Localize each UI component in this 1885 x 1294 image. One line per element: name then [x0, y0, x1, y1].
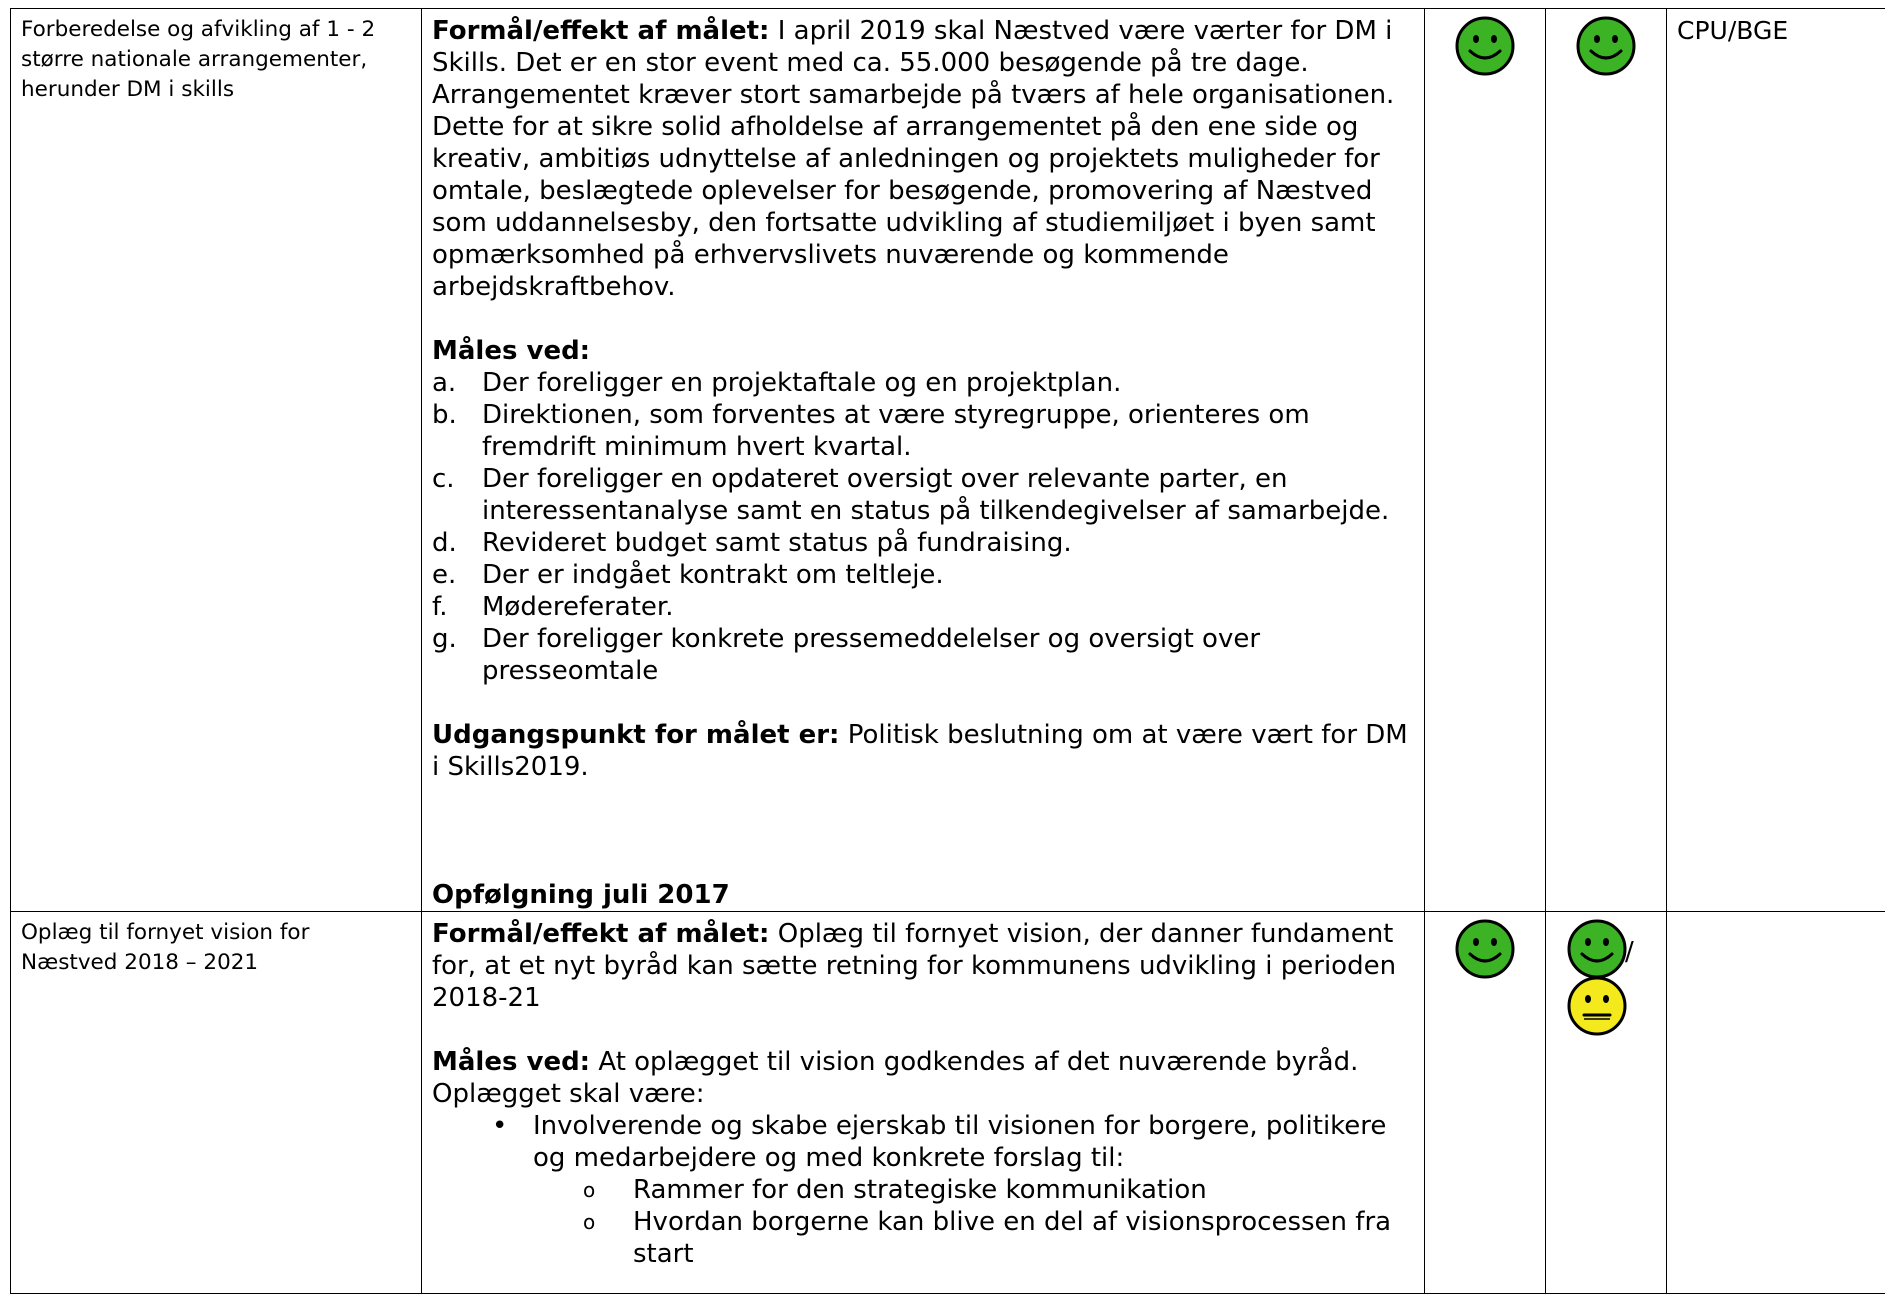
purpose-paragraph — [432, 15, 1414, 303]
status-cell-2 — [1546, 9, 1667, 912]
list-item-text: Mødereferater. — [482, 592, 673, 622]
status-cell-1 — [1425, 912, 1546, 1294]
followup-heading: Opfølgning juli 2017 — [432, 880, 730, 910]
list-marker: c. — [432, 463, 455, 495]
status-cell-2 — [1546, 912, 1667, 1294]
list-item — [432, 367, 1414, 399]
purpose-text: Oplæg til fornyet vision, der danner fundament for, at et nyt byråd kan sætte retning for kommunens udvikling i perioden 2018-21 — [432, 919, 1396, 1013]
list-item-text: Der foreligger en projektaftale og en projektplan. — [482, 368, 1121, 398]
list-item — [432, 399, 1414, 463]
purpose-heading: Formål/effekt af målet: — [432, 16, 769, 46]
goal-title — [11, 912, 422, 1294]
list-item — [432, 527, 1414, 559]
list-item-text: Direktionen, som forventes at være styregruppe, orienteres om fremdrift minimum hvert kvartal. — [482, 400, 1310, 462]
list-marker: a. — [432, 367, 456, 399]
responsible-cell — [1667, 912, 1885, 1294]
list-marker: b. — [432, 399, 457, 431]
status-separator: / — [1625, 936, 1634, 968]
list-marker: e. — [432, 559, 456, 591]
measured-text: At oplægget til vision godkendes af det nuværende byråd. Oplægget skal være: — [432, 1047, 1358, 1109]
list-marker: g. — [432, 623, 457, 655]
goal-title — [11, 9, 422, 912]
starting-point-heading: Udgangspunkt for målet er: — [432, 720, 839, 750]
list-marker: d. — [432, 527, 457, 559]
list-item — [432, 1110, 1414, 1270]
table-row — [11, 9, 1885, 912]
goal-title-text: Oplæg til fornyet vision for Næstved 2018 – 2021 — [21, 920, 309, 975]
list-item — [432, 623, 1414, 687]
purpose-text: I april 2019 skal Næstved være værter for DM i Skills. Det er en stor event med ca. 55.000 besøgende på tre dage. Arrangementet kræver stort samarbejde på tværs af hele organisationen. Dette for at sikre solid afholdelse af arrangementet på den ene side og kreativ, ambitiøs udnyttelse af anledningen og projektets muligheder for omtale, beslægtede oplevelser for besøgende, promovering af Næstved som uddannelsesby, den fortsatte udvikling af studiemiljøet i byen samt opmærksomhed på erhvervslivets nuværende og kommende arbejdskraftbehov. — [432, 16, 1394, 302]
green-smiley-icon — [1575, 15, 1637, 81]
yellow-neutral-face-icon — [1566, 975, 1628, 1041]
measured-heading: Måles ved: — [432, 1047, 590, 1077]
sub-list-item — [583, 1206, 1414, 1270]
green-smiley-icon — [1454, 918, 1516, 984]
list-marker: f. — [432, 591, 448, 623]
measured-paragraph — [432, 1046, 1414, 1110]
sub-list-marker: o — [583, 1206, 595, 1238]
list-item-text: Revideret budget samt status på fundraising. — [482, 528, 1072, 558]
status-combo — [1556, 918, 1656, 1028]
followup-heading-line — [432, 879, 1414, 911]
sub-list-item-text: Hvordan borgerne kan blive en del af visionsprocessen fra start — [633, 1207, 1391, 1269]
list-item-text: Der er indgået kontrakt om teltleje. — [482, 560, 944, 590]
list-item — [432, 559, 1414, 591]
table-row — [11, 912, 1885, 1294]
green-smiley-icon — [1454, 15, 1516, 81]
measured-heading: Måles ved: — [432, 336, 590, 366]
list-item-text: Der foreligger en opdateret oversigt over relevante parter, en interessentanalyse samt en status på tilkendegivelser af samarbejde. — [482, 464, 1389, 526]
goal-description — [422, 912, 1425, 1294]
responsible-text: CPU/BGE — [1677, 16, 1788, 45]
goals-table — [10, 8, 1885, 1294]
status-cell-1 — [1425, 9, 1546, 912]
measures-list — [432, 367, 1414, 687]
purpose-heading: Formål/effekt af målet: — [432, 919, 769, 949]
list-item-text: Der foreligger konkrete pressemeddelelser og oversigt over presseomtale — [482, 624, 1260, 686]
goal-title-text: Forberedelse og afvikling af 1 - 2 større nationale arrangementer, herunder DM i skills — [21, 17, 375, 102]
sub-list-item — [583, 1174, 1414, 1206]
sub-list-marker: o — [583, 1174, 595, 1206]
list-item-text: Involverende og skabe ejerskab til visionen for borgere, politikere og medarbejdere og med konkrete forslag til: — [533, 1111, 1386, 1173]
purpose-paragraph — [432, 918, 1414, 1014]
starting-point-text: Politisk beslutning om at være vært for DM i Skills2019. — [432, 720, 1408, 782]
sub-list-item-text: Rammer for den strategiske kommunikation — [633, 1175, 1207, 1205]
bullet-list — [432, 1110, 1414, 1270]
list-item — [432, 463, 1414, 527]
goal-description — [422, 9, 1425, 912]
bullet-marker: • — [492, 1110, 507, 1142]
starting-point-paragraph — [432, 719, 1414, 783]
list-item — [432, 591, 1414, 623]
sub-list — [533, 1174, 1414, 1270]
measured-heading-line — [432, 335, 1414, 367]
responsible-cell — [1667, 9, 1885, 912]
